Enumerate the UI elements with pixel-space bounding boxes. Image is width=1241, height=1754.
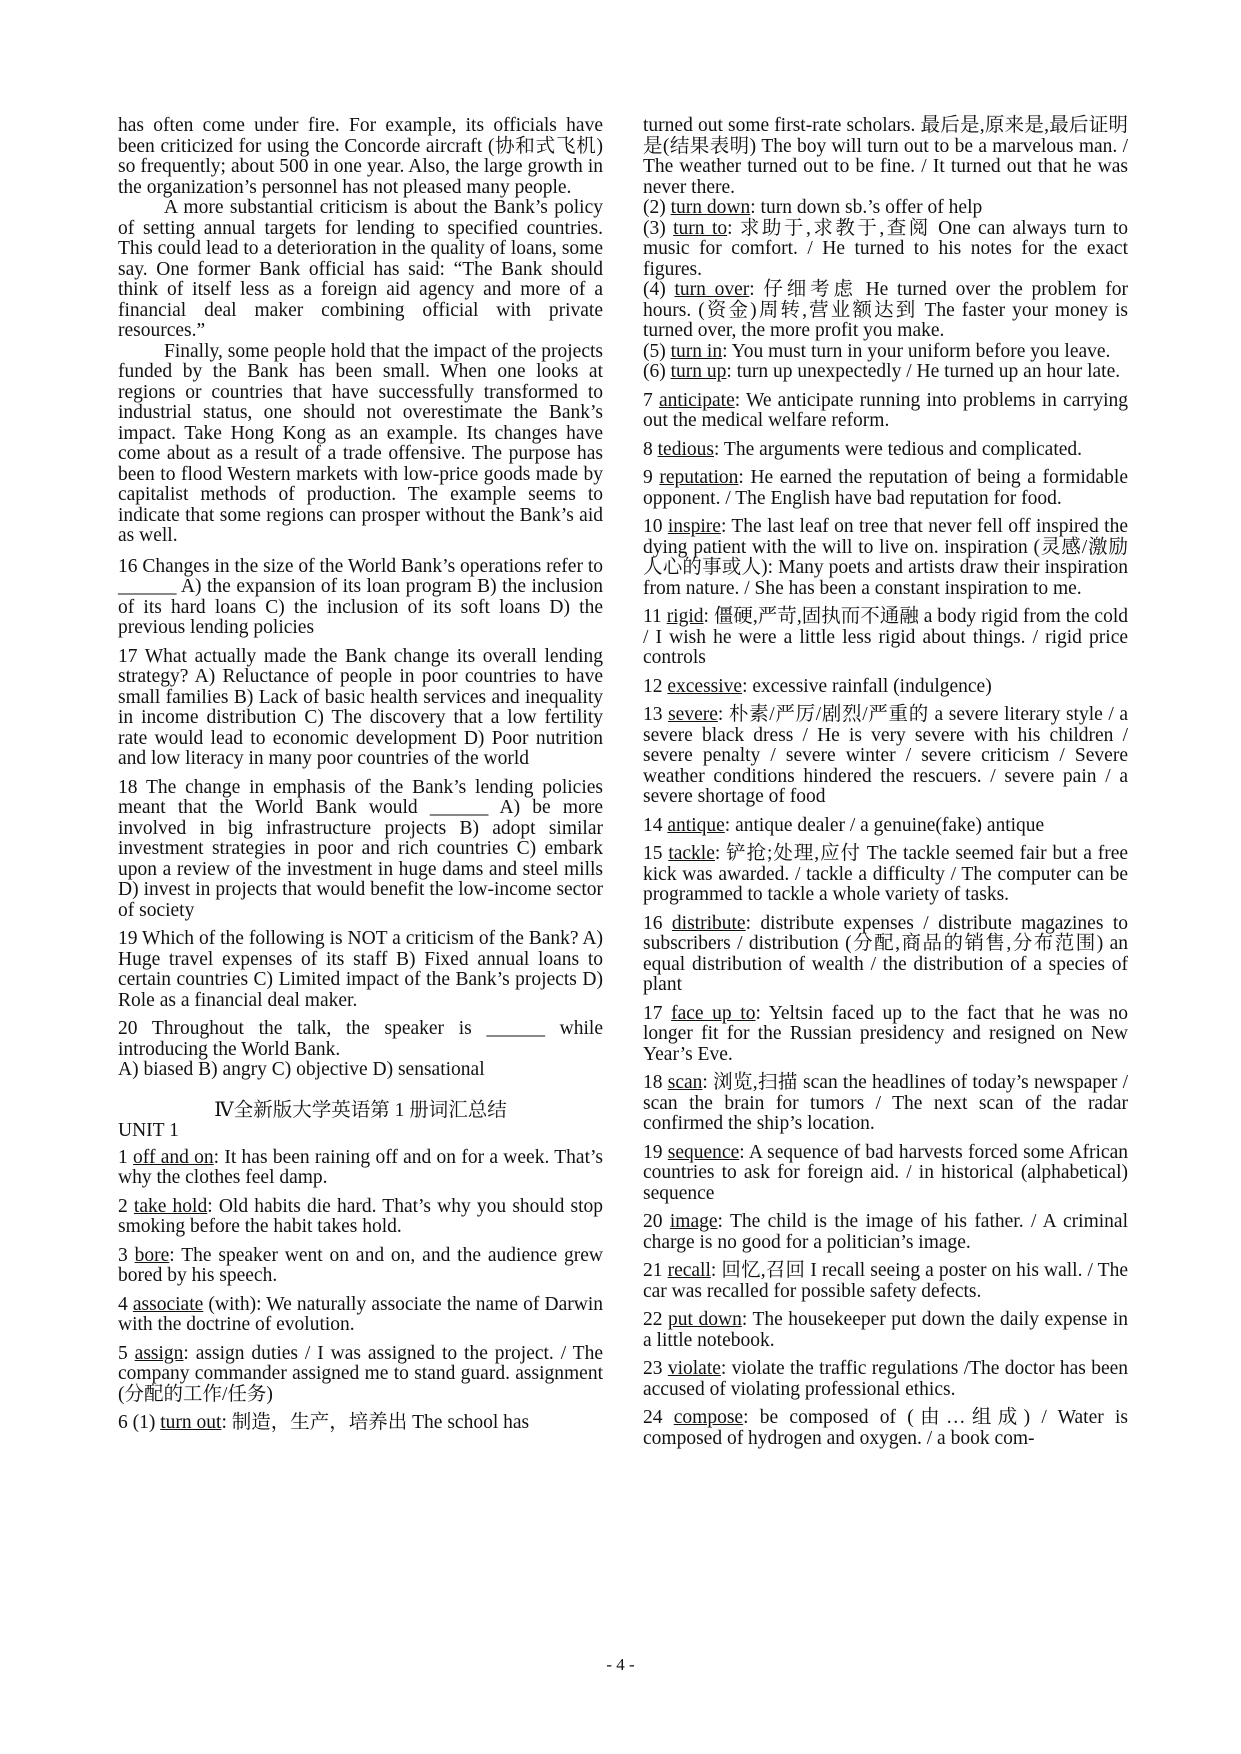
question-17: 17 What actually made the Bank change its overall lending strategy? A) Reluctance of people in poor countries to have small families B) Lack of basic health services and inequality in income distribution C) The discovery that a low fertility rate would lead to economic development D) Poor nutrition and low literacy in many poor countries of the world bbox=[118, 645, 603, 769]
vocab-entry: 4 associate (with): We naturally associate the name of Darwin with the doctrine of evolution. bbox=[118, 1293, 604, 1335]
vocab-entry: 21 recall: 回忆,召回 I recall seeing a poster on his wall. / The car was recalled for possible safety defects. bbox=[643, 1260, 1128, 1302]
vocab-word: assign bbox=[134, 1342, 184, 1364]
vocab-entry: 18 scan: 浏览,扫描 scan the headlines of today’s newspaper / scan the brain for tumors / The next scan of the radar confirmed the ship’s location. bbox=[643, 1072, 1128, 1134]
vocab-word: put down bbox=[668, 1309, 742, 1330]
vocab-word: excessive bbox=[667, 675, 743, 697]
vocab-word: sequence bbox=[667, 1141, 740, 1163]
vocab-word: turn over bbox=[674, 279, 750, 300]
vocab-entry: 14 antique: antique dealer / a genuine(fake) antique bbox=[643, 814, 1045, 836]
section-title: Ⅳ全新版大学英语第 1 册词汇总结 bbox=[214, 1099, 507, 1121]
vocab-word: tackle bbox=[668, 843, 715, 864]
page-number: - 4 - bbox=[606, 1655, 635, 1674]
vocab-entry: 7 anticipate: We anticipate running into problems in carrying out the medical welfare reform. bbox=[643, 389, 1129, 431]
vocab-entry: 19 sequence: A sequence of bad harvests forced some African countries to ask for foreign aid. / in historical (alphabetical) sequence bbox=[643, 1141, 1128, 1204]
passage-paragraph: A more substantial criticism is about the Bank’s policy of setting annual targets for lending to specified countries. This could lead to a deterioration in the quality of loans, some say. One former Bank official has said: “The Bank should think of itself less as a foreign aid agency and more of a financial deal maker combining official with private resources.” bbox=[118, 197, 603, 341]
vocab-word: rigid bbox=[666, 606, 704, 627]
vocab-entry: 8 tedious: The arguments were tedious and complicated. bbox=[643, 438, 1083, 460]
passage-paragraph: Finally, some people hold that the impact of the projects funded by the Bank has been small. When one looks at regions or countries that have successfully transformed to industrial status, one should not overestimate the Bank’s impact. Take Hong Kong as an example. Its changes have come about as a result of a trade offensive. The purpose has been to flood Western markets with low-price goods made by capitalist methods of production. The example seems to indicate that some regions can prosper without the Bank’s aid as well. bbox=[118, 340, 603, 546]
vocab-entry: 10 inspire: The last leaf on tree that never fell off inspired the dying patient with the will to live on. inspiration (灵感/激励人心的事或人): Many poets and artists draw their inspiration from nature. / She has been a constant inspiration to me. bbox=[643, 516, 1128, 599]
vocab-word: severe bbox=[668, 704, 718, 725]
vocab-word: off and on bbox=[133, 1146, 214, 1168]
vocab-subentry: (4) turn over: 仔细考虑 He turned over the problem for hours. (资金)周转,营业额达到 The faster your money is turned over, the more profit you make. bbox=[643, 279, 1128, 341]
vocab-entry: 22 put down: The housekeeper put down the daily expense in a little notebook. bbox=[643, 1309, 1129, 1351]
vocab-subentry: (6) turn up: turn up unexpectedly / He turned up an hour late. bbox=[643, 361, 1121, 382]
question-20: 20 Throughout the talk, the speaker is ______ while introducing the World Bank. bbox=[118, 1018, 603, 1060]
vocab-word: take hold bbox=[133, 1195, 208, 1217]
vocab-entry: 3 bore: The speaker went on and on, and the audience grew bored by his speech. bbox=[118, 1244, 604, 1286]
vocab-entry: 16 distribute: distribute expenses / distribute magazines to subscribers / distribution (分配,商品的销售,分布范围) an equal distribution of wealth / the distribution of a species of plant bbox=[643, 912, 1128, 995]
vocab-word: compose bbox=[673, 1407, 744, 1428]
vocab-word: inspire bbox=[667, 516, 721, 537]
vocab-entry: 23 violate: violate the traffic regulations /The doctor has been accused of violating professional ethics. bbox=[643, 1358, 1129, 1400]
vocab-entry: 24 compose: be composed of (由…组成) / Water is composed of hydrogen and oxygen. / a book com- bbox=[643, 1407, 1129, 1449]
vocab-word: bore bbox=[134, 1244, 170, 1266]
question-18: 18 The change in emphasis of the Bank’s lending policies meant that the World Bank would ______ A) be more involved in big infrastructure projects B) adopt similar investment strategies in poor and rich countries C) embark upon a review of the investment in huge dams and steel mills D) invest in projects that would benefit the low-income sector of society bbox=[118, 776, 603, 921]
vocab-word: turn to bbox=[673, 217, 728, 239]
vocab-word: reputation bbox=[659, 467, 739, 488]
question-19: 19 Which of the following is NOT a criticism of the Bank? A) Huge travel expenses of its staff B) Fixed annual loans to certain countries C) Limited impact of the Bank’s projects D) Role as a financial deal maker. bbox=[118, 928, 603, 1011]
vocab-word: distribute bbox=[671, 912, 746, 934]
vocab-word: anticipate bbox=[658, 389, 735, 411]
unit-heading: UNIT 1 bbox=[118, 1120, 179, 1141]
vocab-entry: 2 take hold: Old habits die hard. That’s why you should stop smoking before the habit takes hold. bbox=[118, 1195, 604, 1237]
vocab-word: violate bbox=[667, 1358, 721, 1379]
question-20-options: A) biased B) angry C) objective D) sensational bbox=[118, 1059, 485, 1080]
vocab-subentry: (3) turn to: 求助于,求教于,查阅 One can always turn to music for comfort. / He turned to his notes for the exact figures. bbox=[643, 217, 1128, 280]
vocab-word: turn in bbox=[670, 340, 723, 362]
vocab-entry: 12 excessive: excessive rainfall (indulgence) bbox=[643, 675, 992, 697]
vocab-subentry: (2) turn down: turn down sb.’s offer of help bbox=[643, 197, 983, 218]
vocab-word: recall bbox=[667, 1260, 711, 1281]
vocab-word: turn up bbox=[670, 361, 727, 382]
vocab-word: face up to bbox=[671, 1002, 756, 1024]
vocab-entry: 17 face up to: Yeltsin faced up to the fact that he was no longer fit for the Russian presidency and resigned on New Year’s Eve. bbox=[643, 1002, 1128, 1065]
passage-paragraph: has often come under fire. For example, its officials have been criticized for using the Concorde aircraft (协和式飞机) so frequently; about 500 in one year. Also, the large growth in the organization’s personnel has not pleased many people. bbox=[118, 115, 603, 198]
right-column bbox=[643, 116, 1128, 1457]
vocab-word: image bbox=[669, 1211, 718, 1232]
vocab-entry: 5 assign: assign duties / I was assigned to the project. / The company commander assigned me to stand guard. assignment (分配的工作/任务) bbox=[118, 1342, 604, 1405]
left-column bbox=[118, 116, 603, 1442]
vocab-entry: 6 (1) turn out: 制造，生产，培养出 The school has bbox=[118, 1412, 530, 1433]
vocab-word: associate bbox=[132, 1293, 204, 1315]
vocab-entry: 1 off and on: It has been raining off and on for a week. That’s why the clothes feel damp. bbox=[118, 1146, 603, 1188]
vocab-entry: 11 rigid: 僵硬,严苛,固执而不通融 a body rigid from the cold / I wish he were a little less rigid about things. / rigid price controls bbox=[643, 606, 1129, 668]
vocab-word: antique bbox=[667, 814, 725, 836]
vocab-continuation: turned out some first-rate scholars. 最后是,原来是,最后证明是(结果表明) The boy will turn out to be a marvelous man. / The weather turned out to be fine. / It turned out that he was never there. bbox=[643, 115, 1128, 198]
question-16: 16 Changes in the size of the World Bank’s operations refer to ______ A) the expansion of its loan program B) the inclusion of its hard loans C) the inclusion of its soft loans D) the previous lending policies bbox=[118, 555, 603, 638]
vocab-word: scan bbox=[667, 1072, 703, 1093]
vocab-entry: 15 tackle: 铲抢;处理,应付 The tackle seemed fair but a free kick was awarded. / tackle a difficulty / The computer can be programmed to tackle a whole variety of tasks. bbox=[643, 843, 1129, 905]
vocab-entry: 13 severe: 朴素/严厉/剧烈/严重的 a severe literary style / a severe black dress / He is very severe with his children / severe penalty / severe winter / severe criticism / Severe weather conditions hindered the rescuers. / severe pain / a severe shortage of food bbox=[643, 704, 1129, 807]
vocab-subentry: (5) turn in: You must turn in your uniform before you leave. bbox=[643, 340, 1111, 362]
vocab-word: turn down bbox=[670, 197, 751, 218]
vocab-word: turn out bbox=[160, 1412, 222, 1433]
vocab-entry: 9 reputation: He earned the reputation of being a formidable opponent. / The English have bad reputation for food. bbox=[643, 467, 1129, 509]
vocab-entry: 20 image: The child is the image of his father. / A criminal charge is no good for a politician’s image. bbox=[643, 1211, 1129, 1253]
vocab-word: tedious bbox=[657, 438, 714, 460]
